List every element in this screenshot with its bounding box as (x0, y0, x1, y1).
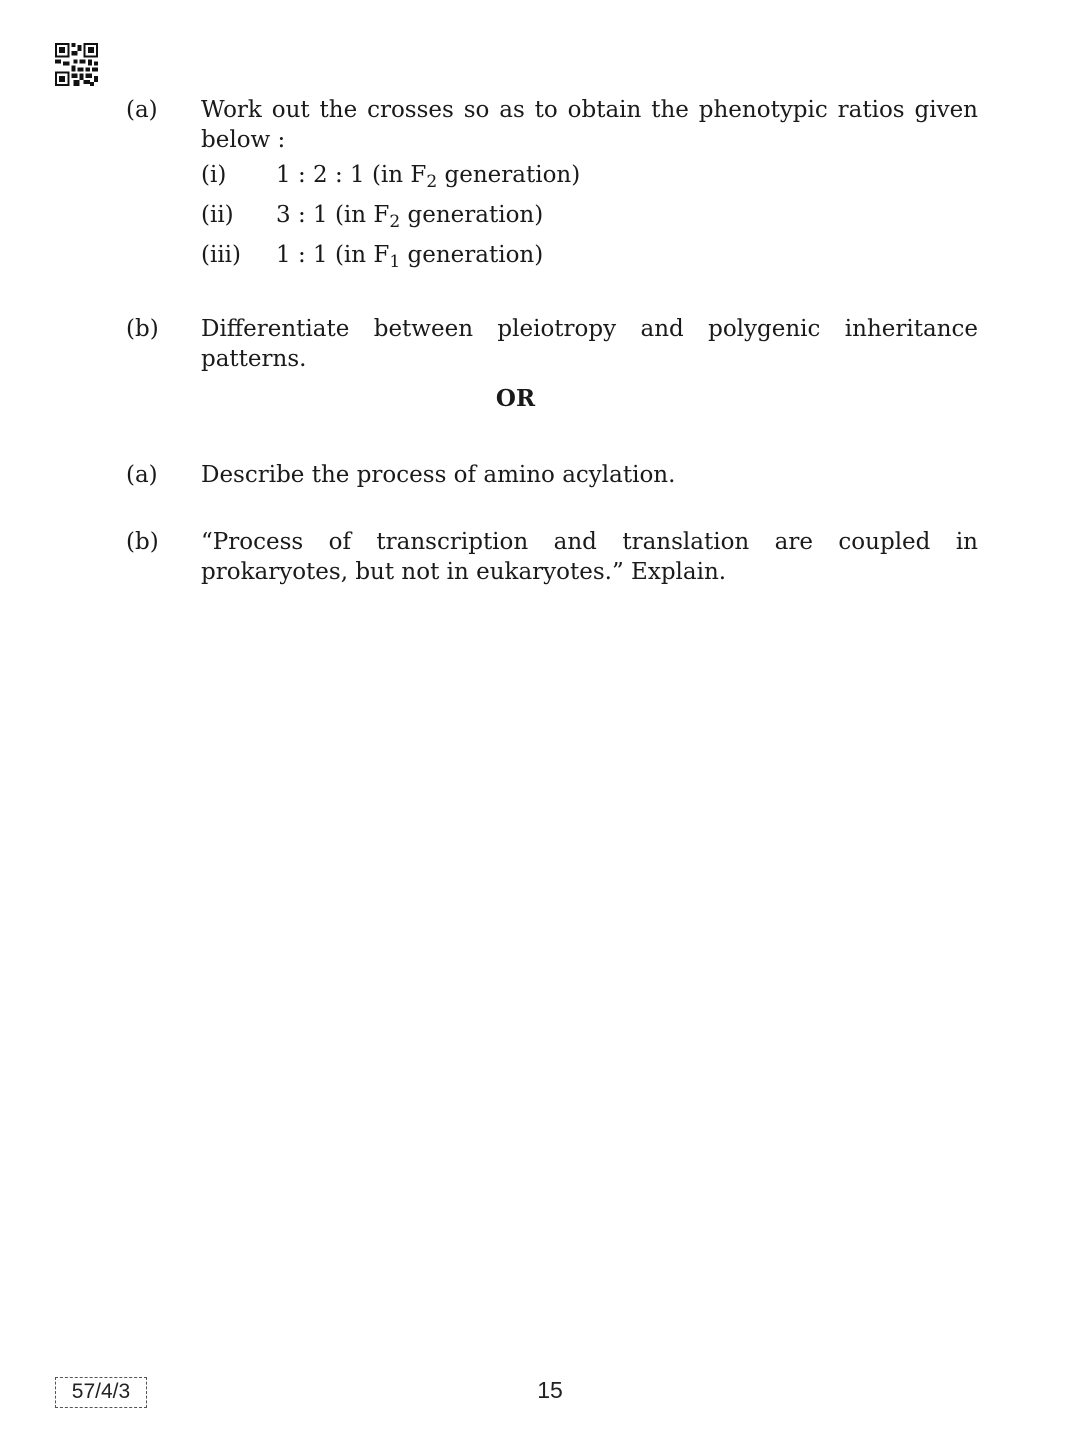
sub-item-label: (iii) (201, 242, 242, 268)
alt-question-a (126, 460, 978, 490)
question-b (126, 314, 978, 374)
alt-question-b-label: (b) (126, 529, 159, 555)
sub-item-text: 3 : 1 (in $F_2$ generation) (276, 202, 544, 232)
question-a (126, 95, 978, 155)
sub-item-text: 1 : 2 : 1 (in $F_2$ generation) (276, 162, 581, 192)
qr-code-icon (54, 43, 99, 86)
question-a-text: Work out the crosses so as to obtain the phenotypic ratios given below : (201, 97, 978, 153)
sub-item-text: 1 : 1 (in $F_1$ generation) (276, 242, 544, 272)
or-divider: OR (495, 385, 536, 412)
sub-item-label: (ii) (201, 202, 234, 228)
question-b-label: (b) (126, 316, 159, 342)
alt-question-b (126, 527, 978, 587)
paper-code: 57/4/3 (55, 1377, 147, 1408)
question-b-text: Differentiate between pleiotropy and polygenic inheritance patterns. (201, 316, 978, 372)
alt-question-a-text: Describe the process of amino acylation. (201, 462, 676, 488)
alt-question-a-label: (a) (126, 462, 158, 488)
question-a-label: (a) (126, 97, 158, 123)
alt-question-b-text: “Process of transcription and translation are coupled in prokaryotes, but not in eukaryotes.” Explain. (201, 529, 978, 585)
sub-item-label: (i) (201, 162, 227, 188)
page-number: 15 (537, 1377, 563, 1403)
